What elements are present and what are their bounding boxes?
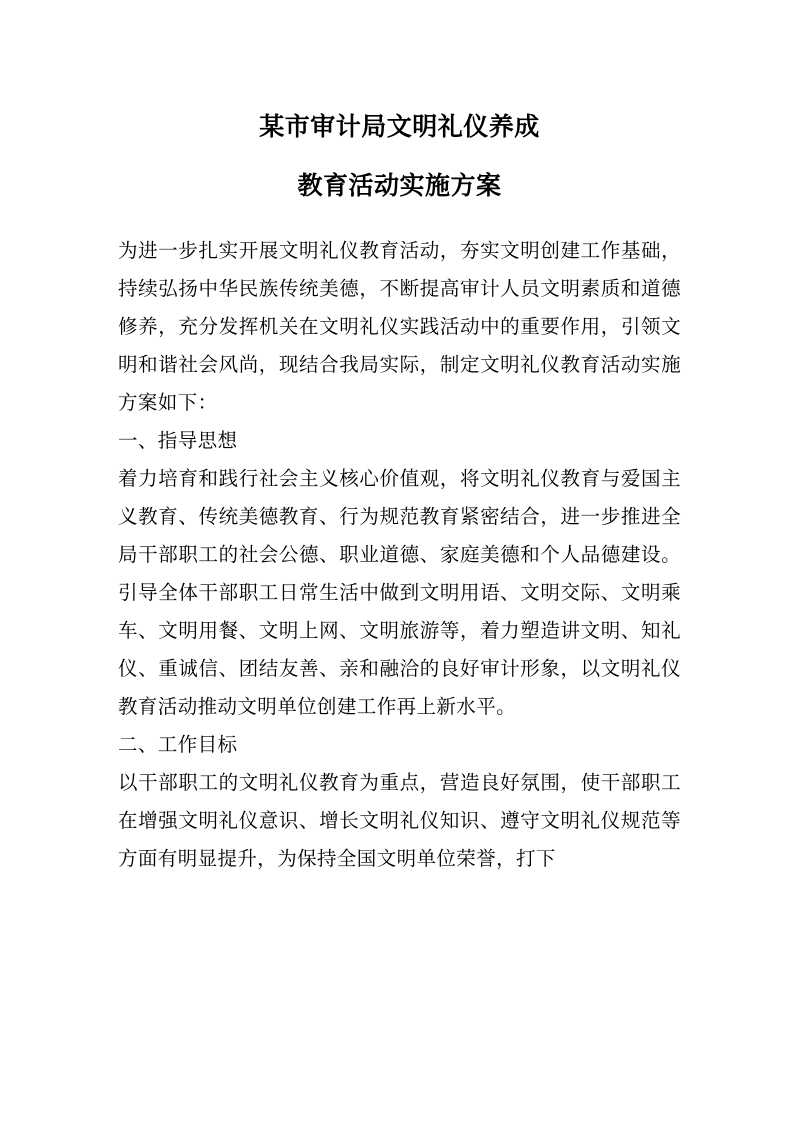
paragraph-section-2: 以干部职工的文明礼仪教育为重点，营造良好氛围，使干部职工在增强文明礼仪意识、增长文明礼仪知识、遵守文明礼仪规范等方面有明显提升，为保持全国文明单位荣誉，打下 — [118, 770, 681, 870]
section-heading-1: 一、指导思想 — [118, 428, 238, 452]
page-title — [118, 108, 681, 206]
page-title-line-1: 某市审计局文明礼仪养成 — [259, 112, 540, 141]
section-heading-2: 二、工作目标 — [118, 732, 238, 756]
document-body — [118, 232, 681, 878]
page-title-line-2: 教育活动实施方案 — [297, 170, 502, 200]
paragraph-intro: 为进一步扎实开展文明礼仪教育活动，夯实文明创建工作基础，持续弘扬中华民族传统美德，不断提高审计人员文明素质和道德修养，充分发挥机关在文明礼仪实践活动中的重要作用，引领文明和谐社会风尚，现结合我局实际，制定文明礼仪教育活动实施方案如下： — [118, 238, 681, 414]
paragraph-section-1: 着力培育和践行社会主义核心价值观，将文明礼仪教育与爱国主义教育、传统美德教育、行为规范教育紧密结合，进一步推进全局干部职工的社会公德、职业道德、家庭美德和个人品德建设。引导全体干部职工日常生活中做到文明用语、文明交际、文明乘车、文明用餐、文明上网、文明旅游等，着力塑造讲文明、知礼仪、重诚信、团结友善、亲和融洽的良好审计形象，以文明礼仪教育活动推动文明单位创建工作再上新水平。 — [118, 466, 681, 718]
